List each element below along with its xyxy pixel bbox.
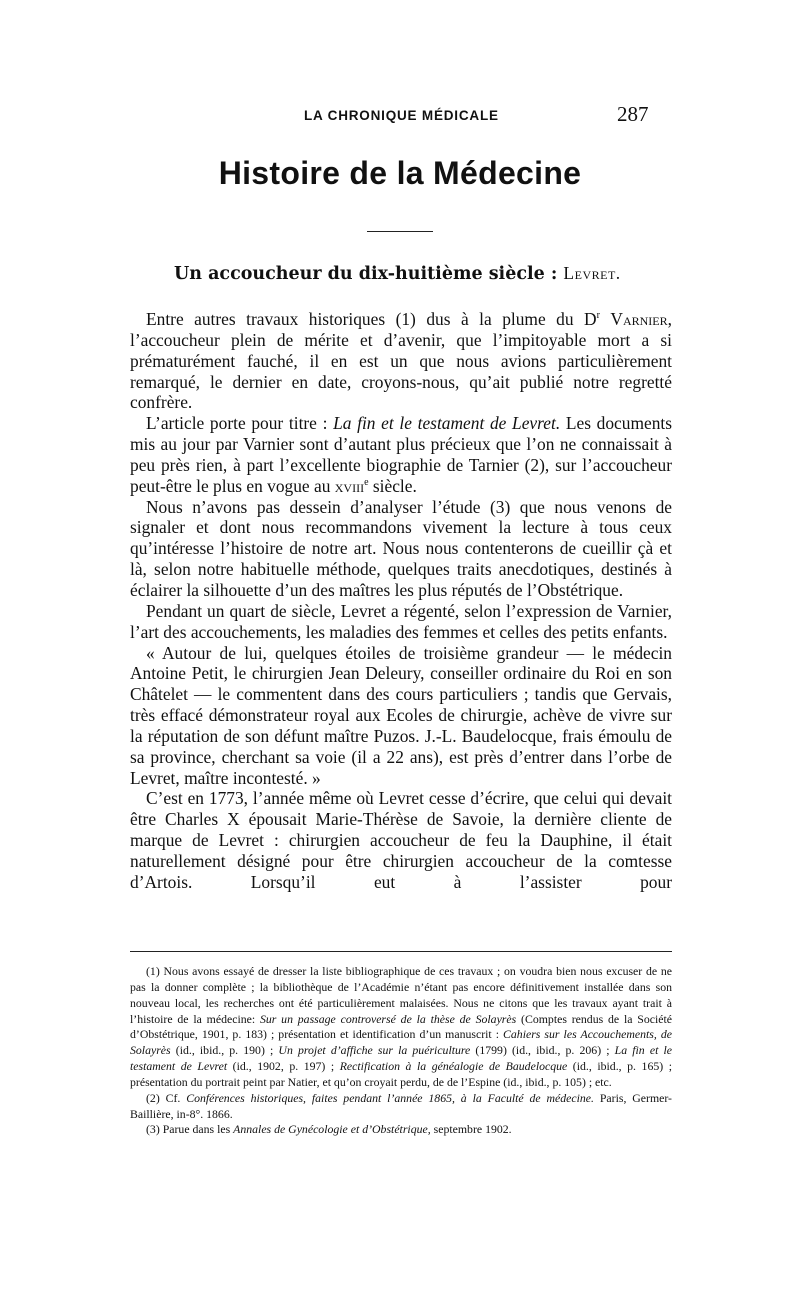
f2-title: Conférences historiques, faites pendant l’année 1865, à la Faculté de médecine. bbox=[186, 1090, 594, 1105]
section-heading-name: Levret. bbox=[563, 263, 621, 283]
page-number: 287 bbox=[617, 102, 649, 126]
p2-text-c: siècle. bbox=[368, 475, 417, 496]
title-rule bbox=[367, 231, 433, 232]
f1-text-c: (id., ibid., p. 190) ; bbox=[170, 1043, 279, 1058]
f1-title-1: Sur un passage controversé de la thèse de Solayrès bbox=[259, 1011, 517, 1026]
p2-text-b: Les documents mis au jour par Varnier sont d’autant plus précieux que l’on ne connaissait à peu près rien, à part l’excellente biographie de Tarnier (2), sur l’accoucheur peut-être le plus en vogue au bbox=[130, 413, 672, 496]
journal-title: LA CHRONIQUE MÉDICALE bbox=[304, 108, 499, 123]
f1-title-4: La fin et le testament de Levret bbox=[130, 1043, 672, 1074]
section-heading-main: Un accoucheur du dix-huitième siècle : bbox=[174, 264, 558, 284]
f2-text-b: Paris, Germer-Baillière, in-8°. 1866. bbox=[130, 1090, 672, 1121]
footnote-2 bbox=[130, 1091, 672, 1123]
section-heading bbox=[174, 263, 694, 284]
footnote-3 bbox=[130, 1122, 672, 1138]
paragraph-5: « Autour de lui, quelques étoiles de troisième grandeur — le médecin Antoine Petit, le chirurgien Jean Deleury, conseiller ordinaire du Roi en son Châtelet — le commentent dans des cours particuliers ; tandis que Gervais, très effacé démonstrateur royal aux Ecoles de chirurgie, achève de vivre sur la réputation de son défunt maître Puzos. J.-L. Baudelocque, frais émoulu de sa province, cherchant sa voie (il a 22 ans), est près d’entrer dans l’orbe de Levret, maître incontesté. » bbox=[130, 642, 672, 788]
p2-text-a: L’article porte pour titre : bbox=[146, 413, 334, 434]
running-head bbox=[0, 102, 800, 128]
p1-text-b: l’accoucheur plein de mérite et d’avenir, que l’impitoyable mort a si prématurément fauché, il en est un que nous avions particulièrement remarqué, le dernier en date, croyons-nous, qu’ait publié notre regretté confrère. bbox=[130, 329, 672, 413]
footnote-1 bbox=[130, 964, 672, 1091]
f1-text-d: (1799) (id., ibid., p. 206) ; bbox=[470, 1043, 615, 1058]
article-title: Histoire de la Médecine bbox=[218, 155, 582, 191]
footnotes bbox=[130, 964, 672, 1138]
f1-text-e: (id., 1902, p. 197) ; bbox=[227, 1059, 340, 1074]
f3-title: Annales de Gynécologie et d’Obstétrique, bbox=[233, 1122, 431, 1137]
f1-text-a: (1) Nous avons essayé de dresser la liste bibliographique de ces travaux ; on voudra bien nous excuser de ne pas la donner complète ; la bibliothèque de l’Académie n’étant pas encore définitivement installée dans son nouveau local, les recherches ont été particulièrement malaisées. Nous ne citons que les travaux ayant trait à l’histoire de la médecine: bbox=[130, 964, 672, 1026]
p1-name: Varnier, bbox=[610, 309, 672, 329]
f1-title-3: Un projet d’affiche sur la puériculture bbox=[278, 1043, 471, 1058]
p1-text-a: Entre autres travaux historiques (1) dus à la plume du D bbox=[146, 309, 597, 329]
p2-century: xviii bbox=[334, 475, 365, 496]
p2-superscript: e bbox=[364, 476, 369, 488]
body-text bbox=[130, 309, 672, 893]
f1-text-f: (id., ibid., p. 165) ; présentation du portrait peint par Natier, et qu’on croyait perdu, de de l’Espine (id., ibid., p. 105) ; etc. bbox=[130, 1059, 672, 1089]
paragraph-2 bbox=[130, 413, 672, 496]
paragraph-1 bbox=[130, 309, 672, 413]
footnote-rule bbox=[130, 951, 672, 952]
f1-title-2: Cahiers sur les Accouchements, de Solayrès bbox=[130, 1027, 672, 1058]
paragraph-3: Nous n’avons pas dessein d’analyser l’étude (3) que nous venons de signaler et dont nous recommandons vivement la lecture à tous ceux qu’intéresse l’histoire de notre art. Nous nous contenterons de cueillir çà et là, selon notre habituelle méthode, quelques traits anecdotiques, destinés à éclairer la silhouette d’un des maîtres les plus réputés de l’Obstétrique. bbox=[130, 496, 672, 600]
f3-text-b: septembre 1902. bbox=[430, 1122, 512, 1137]
p1-superscript: r bbox=[596, 310, 600, 322]
f1-title-5: Rectification à la généalogie de Baudelocque bbox=[339, 1059, 568, 1074]
f3-text-a: (3) Parue dans les bbox=[146, 1122, 234, 1137]
f1-text-b: (Comptes rendus de la Société d’Obstétrique, 1901, p. 183) ; présentation et identification d’un manuscrit : bbox=[130, 1011, 672, 1042]
p2-article-title: La fin et le testament de Levret. bbox=[333, 413, 561, 434]
paragraph-6: C’est en 1773, l’année même où Levret cesse d’écrire, que celui qui devait être Charles X épousait Marie-Thérèse de Savoie, la dernière cliente de marque de Levret : chirurgien accoucheur de feu la Dauphine, il était naturellement désigné pour être chirurgien accoucheur de la comtesse d’Artois. Lorsqu’il eut à l’assister pour bbox=[130, 788, 672, 892]
f2-text-a: (2) Cf. bbox=[146, 1090, 187, 1105]
paragraph-4: Pendant un quart de siècle, Levret a régenté, selon l’expression de Varnier, l’art des accouchements, les maladies des femmes et celles des petits enfants. bbox=[130, 600, 672, 642]
